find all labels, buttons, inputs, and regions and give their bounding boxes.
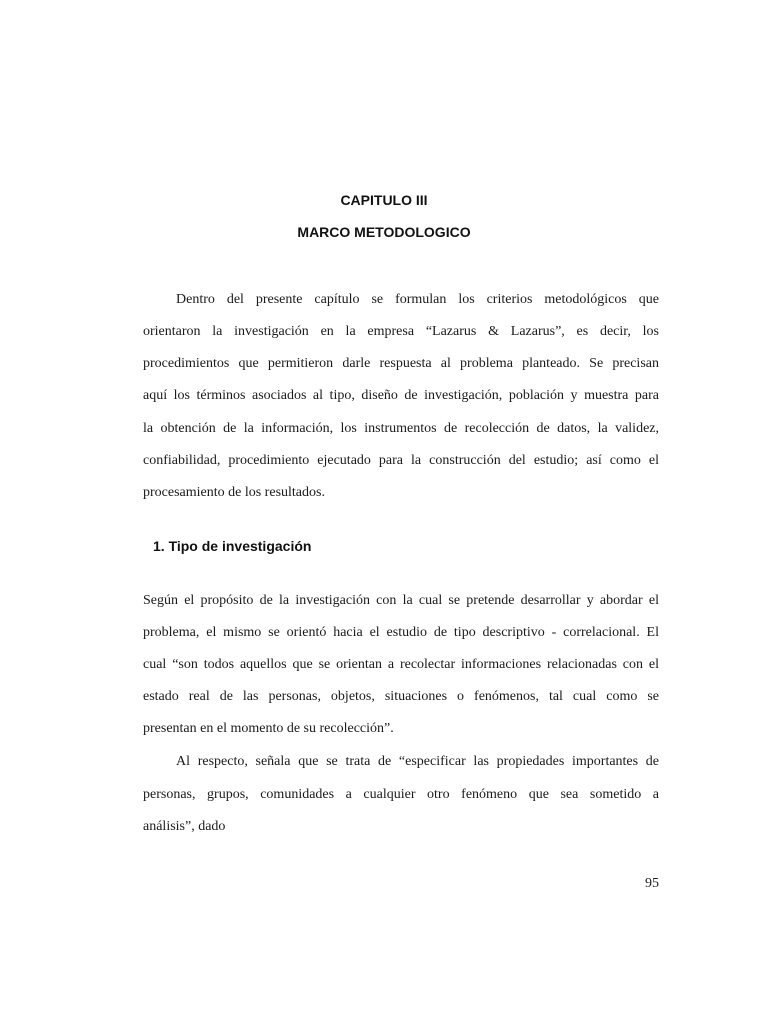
section-title: 1. Tipo de investigación [153,538,312,554]
paragraph-line: confiabilidad, procedimiento ejecutado para la construcción del estudio; así como el [143,453,659,468]
paragraph-line: Dentro del presente capítulo se formulan los criterios metodológicos que [176,292,659,307]
paragraph-line: Según el propósito de la investigación con la cual se pretende desarrollar y abordar el [143,593,659,608]
paragraph-line: presentan en el momento de su recolección”. [143,721,394,736]
paragraph-line: orientaron la investigación en la empresa “Lazarus & Lazarus”, es decir, los [143,324,659,339]
chapter-number: CAPITULO III [340,192,428,208]
paragraph-line: aquí los términos asociados al tipo, diseño de investigación, población y muestra para [143,388,659,403]
paragraph-line: la obtención de la información, los instrumentos de recolección de datos, la validez, [143,421,659,436]
paragraph-line: problema, el mismo se orientó hacia el estudio de tipo descriptivo - correlacional. El [143,625,659,640]
chapter-title: MARCO METODOLOGICO [297,224,471,240]
paragraph-line: personas, grupos, comunidades a cualquier otro fenómeno que sea sometido a [143,787,659,802]
paragraph-line: procedimientos que permitieron darle respuesta al problema planteado. Se precisan [143,356,659,371]
page-number: 95 [645,876,659,891]
paragraph-line: Al respecto, señala que se trata de “especificar las propiedades importantes de [176,754,659,769]
paragraph-line: cual “son todos aquellos que se orientan a recolectar informaciones relacionadas con el [143,657,659,672]
paragraph-line: análisis”, dado [143,819,226,834]
paragraph-line: estado real de las personas, objetos, situaciones o fenómenos, tal cual como se [143,689,659,704]
paragraph-line: procesamiento de los resultados. [143,485,325,500]
